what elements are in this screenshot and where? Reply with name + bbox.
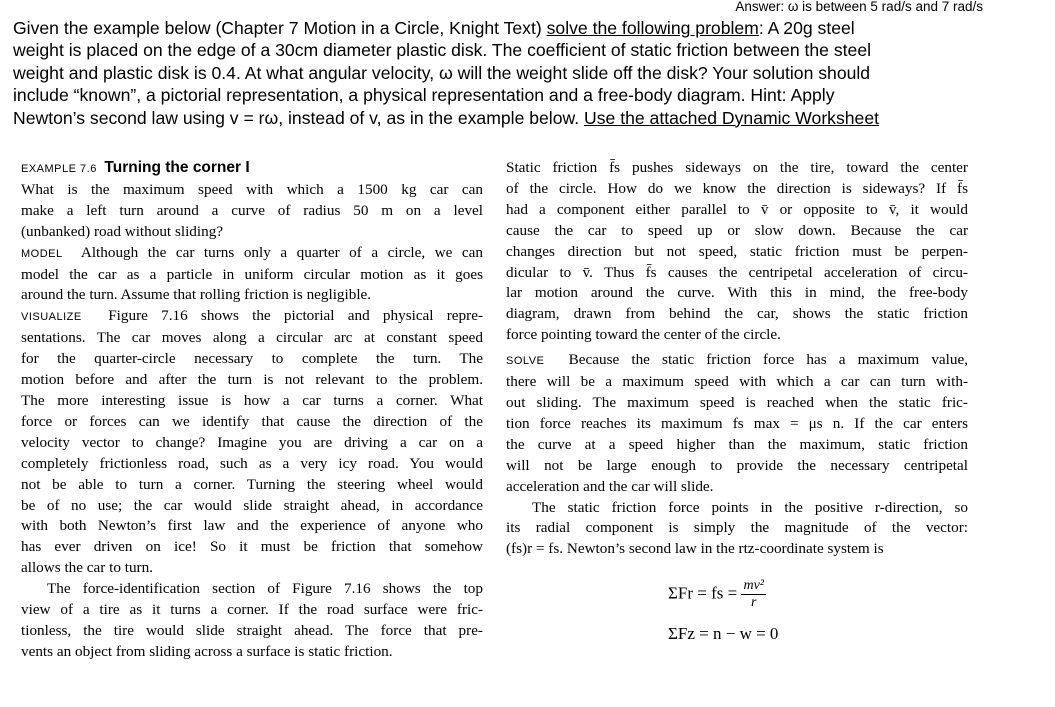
- solve2-line: its radial component is simply the magnitude of the vector:: [506, 519, 968, 537]
- example-heading: EXAMPLE 7.6 Turning the corner I: [21, 159, 250, 176]
- example-right-column: [506, 158, 968, 560]
- solve-line: will not be large enough to provide the necessary centripetal: [506, 456, 968, 474]
- model-line: MODEL Although the car turns only a quarter of a circle, we can: [21, 243, 483, 261]
- friction-line: cause the car to speed up or slow down. Because the car: [506, 221, 968, 239]
- visualize-line: motion before and after the turn is not relevant to the problem.: [21, 371, 483, 389]
- solve-line: there will be a maximum speed with which a car can turn with-: [506, 373, 968, 391]
- visualize-line: VISUALIZE Figure 7.16 shows the pictorial and physical repre-: [21, 307, 484, 325]
- solve-line: out sliding. The maximum speed is reached when the static fric-: [506, 393, 968, 411]
- para2-line: The force-identification section of Figure 7.16 shows the top: [47, 580, 483, 598]
- friction-line: had a component either parallel to v̄ or opposite to v̄, it would: [506, 200, 968, 218]
- equation-radial: ΣFr = fs = $\frac{\text{mv²}}{r}$: [668, 578, 764, 610]
- friction-line: of the circle. How do we know the direction is sideways? If f̄s: [506, 179, 968, 197]
- problem-line-3: weight and plastic disk is 0.4. At what angular velocity, ω will the weight slide off the disk? Your solution should: [13, 62, 871, 83]
- question-line: What is the maximum speed with which a 1500 kg car can: [21, 180, 483, 198]
- problem-line-2: weight is placed on the edge of a 30cm diameter plastic disk. The coefficient of static friction between the steel: [13, 40, 872, 61]
- friction-line: changes direction but not speed, static friction must be perpen-: [506, 242, 968, 260]
- problem-line-5: Newton’s second law using v = rω, instead of v, as in the example below. Use the attached Dynamic Worksheet: [13, 107, 880, 128]
- para2-line: vents an object from sliding across a surface is static friction.: [21, 642, 393, 660]
- friction-line: diagram, drawn from behind the car, shows the static friction: [506, 305, 968, 323]
- question-line: make a left turn around a curve of radius 50 m on a level: [21, 201, 483, 219]
- solve2-line: (fs)r = fs. Newton’s second law in the rtz-coordinate system is: [506, 540, 884, 558]
- visualize-line: for the quarter-circle necessary to complete the turn. The: [21, 350, 483, 368]
- question-line: (unbanked) road without sliding?: [21, 222, 224, 240]
- example-left-column: [21, 158, 483, 663]
- model-line: around the turn. Assume that rolling friction is negligible.: [21, 286, 372, 304]
- friction-line: lar motion around the curve. With this in mind, the free-body: [506, 284, 968, 302]
- visualize-line: velocity vector to change? Imagine you are driving a car on a: [21, 433, 483, 451]
- visualize-line: completely frictionless road, such as a very icy road. You would: [21, 454, 483, 472]
- problem-line-4: include “known”, a pictorial representation, a physical representation and a free-body diagram. Hint: Apply: [13, 85, 835, 106]
- problem-line-1: Given the example below (Chapter 7 Motion in a Circle, Knight Text) solve the following problem: A 20g steel: [13, 18, 855, 38]
- friction-line: dicular to v̄. Thus f̄s causes the centripetal acceleration of circu-: [506, 263, 968, 281]
- problem-statement: [13, 17, 1013, 129]
- visualize-line: The more interesting issue is how a car turns a corner. What: [21, 391, 483, 409]
- solve-line: tion force reaches its maximum fs max = μs n. If the car enters: [506, 414, 968, 432]
- visualize-line: with both Newton’s first law and the experience of anyone who: [21, 517, 483, 535]
- friction-line: force pointing toward the center of the circle.: [506, 326, 781, 344]
- visualize-line: be of no use; the car would slide straight ahead, in accordance: [21, 496, 483, 514]
- worksheet-link[interactable]: Use the attached Dynamic Worksheet: [584, 107, 880, 128]
- model-line: model the car as a particle in uniform circular motion as it goes: [21, 265, 483, 283]
- equation-vertical: ΣFz = n − w = 0: [668, 624, 779, 643]
- visualize-line: sentations. The car moves along a circular arc at constant speed: [21, 329, 483, 347]
- visualize-line: allows the car to turn.: [21, 559, 154, 577]
- visualize-line: force or forces can we identify that cause the direction of the: [21, 412, 483, 430]
- solve2-line: The static friction force points in the positive r-direction, so: [532, 498, 968, 516]
- solve-line: SOLVE Because the static friction force has a maximum value,: [506, 351, 969, 369]
- para2-line: tionless, the tire would slide straight ahead. The force that pre-: [21, 621, 483, 639]
- visualize-line: has ever driven on ice! So it must be friction that somehow: [21, 538, 483, 556]
- answer-note: Answer: ω is between 5 rad/s and 7 rad/s: [735, 0, 983, 14]
- friction-line: Static friction f̄s pushes sideways on the tire, toward the center: [506, 159, 968, 176]
- visualize-line: not be able to turn a corner. Turning the steering wheel would: [21, 475, 483, 493]
- solve-line: the curve at a speed higher than the maximum, static friction: [506, 435, 968, 453]
- solve-line: acceleration and the car will slide.: [506, 477, 714, 495]
- para2-line: view of a tire as it turns a corner. If the road surface were fric-: [21, 601, 483, 619]
